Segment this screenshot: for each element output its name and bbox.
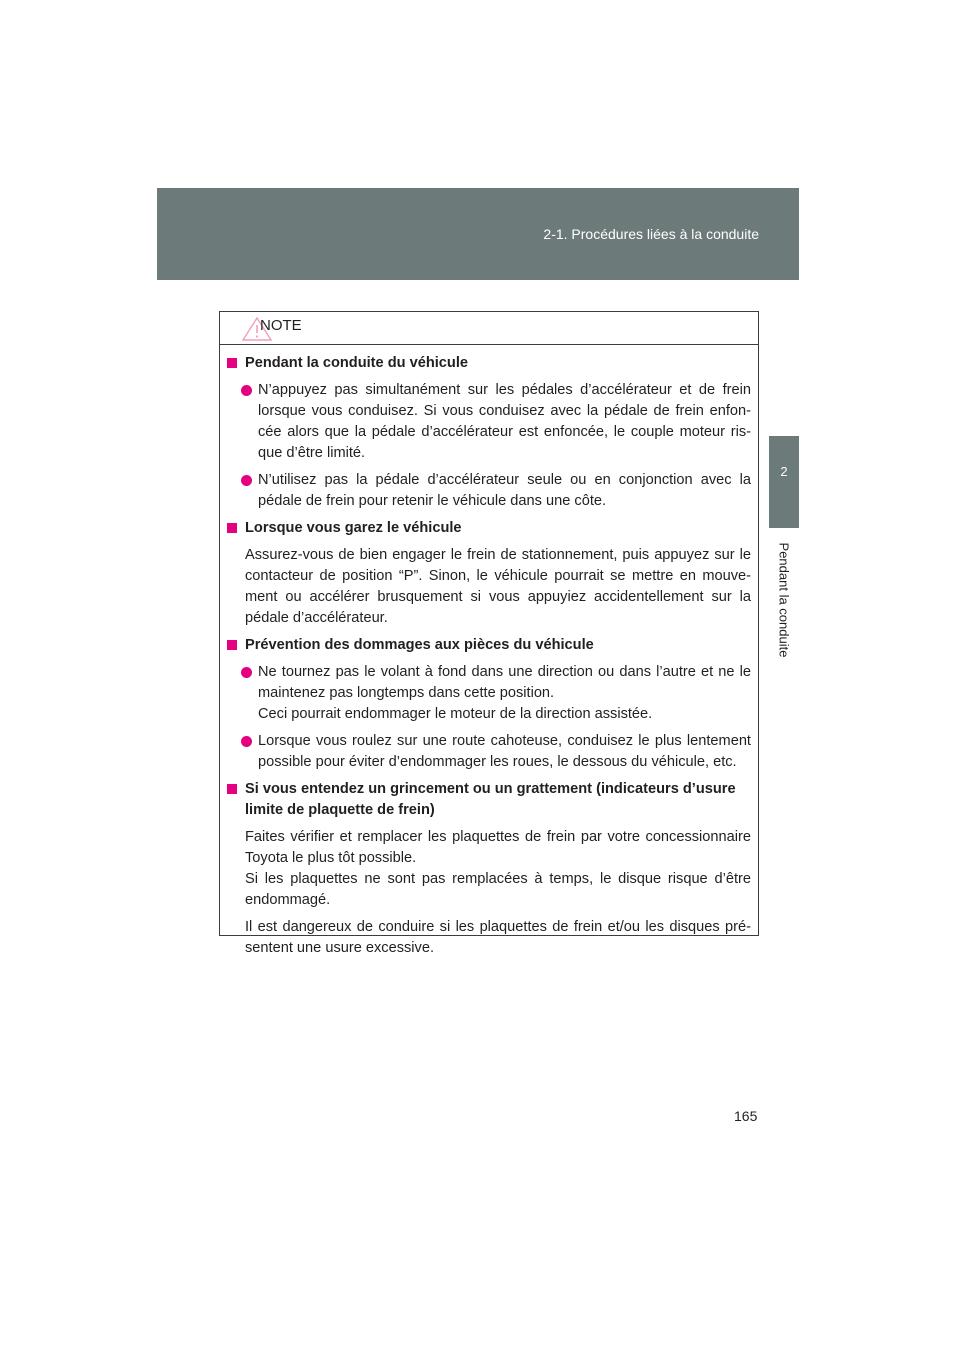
circle-bullet-icon [241, 475, 252, 486]
section-heading [227, 779, 751, 821]
circle-bullet-icon [241, 385, 252, 396]
paragraph-line: Faites vérifier et remplacer les plaquettes de frein par votre concessionnaire Toyota le plus tôt possible. [245, 829, 751, 866]
note-header [220, 312, 758, 345]
square-bullet-icon [227, 523, 237, 533]
list-item [227, 380, 751, 464]
note-title: NOTE [260, 317, 302, 334]
paragraph: Il est dangereux de conduire si les plaquettes de frein et/ou les disques pré-sentent une usure excessive. [245, 919, 751, 956]
square-bullet-icon [227, 784, 237, 794]
list-item [227, 470, 751, 512]
chapter-number: 2 [780, 464, 788, 479]
heading-text: Lorsque vous garez le véhicule [245, 520, 462, 536]
list-item [227, 662, 751, 725]
heading-text: Prévention des dommages aux pièces du véhicule [245, 637, 594, 653]
list-item-text: N’appuyez pas simultanément sur les pédales d’accélérateur et de frein lorsque vous conduisez. Si vous conduisez avec la pédale de frein enfon-cée alors que la pédale d’accélérateur est enfoncée, le couple moteur ris-que d’être limité. [258, 382, 751, 461]
list-item-text: N’utilisez pas la pédale d’accélérateur seule ou en conjonction avec la pédale de frein pour retenir le véhicule dans une côte. [258, 472, 751, 509]
chapter-label: Pendant la conduite [776, 542, 792, 658]
list-item-text: Lorsque vous roulez sur une route cahoteuse, conduisez le plus lentement possible pour éviter d’endommager les roues, le dessous du véhicule, etc. [258, 733, 751, 770]
section-heading [227, 353, 751, 374]
chapter-tab [769, 436, 799, 528]
chapter-header-band [157, 188, 799, 280]
square-bullet-icon [227, 358, 237, 368]
list-item [227, 731, 751, 773]
paragraph [227, 827, 751, 911]
heading-text: Si vous entendez un grincement ou un grattement (indicateurs d’usure limite de plaquette de frein) [245, 781, 736, 818]
paragraph-line: Si les plaquettes ne sont pas remplacées à temps, le disque risque d’être endommagé. [245, 871, 751, 908]
list-item-text: Ne tournez pas le volant à fond dans une direction ou dans l’autre et ne le maintenez pas longtemps dans cette position. [258, 664, 751, 701]
section-heading [227, 518, 751, 539]
note-body [220, 345, 758, 959]
heading-text: Pendant la conduite du véhicule [245, 355, 468, 371]
circle-bullet-icon [241, 736, 252, 747]
note-box [219, 311, 759, 956]
list-item-text: Ceci pourrait endommager le moteur de la direction assistée. [258, 706, 653, 722]
section-heading [227, 635, 751, 656]
section-title: 2-1. Procédures liées à la conduite [543, 226, 759, 242]
circle-bullet-icon [241, 667, 252, 678]
page-number: 165 [734, 1108, 758, 1124]
paragraph: Assurez-vous de bien engager le frein de stationnement, puis appuyez sur le contacteur de position “P”. Sinon, le véhicule pourrait se mettre en mouve-ment ou accélérer brusquement si vous appuyiez accidentellement sur la pédale d’accélérateur. [245, 547, 751, 626]
square-bullet-icon [227, 640, 237, 650]
